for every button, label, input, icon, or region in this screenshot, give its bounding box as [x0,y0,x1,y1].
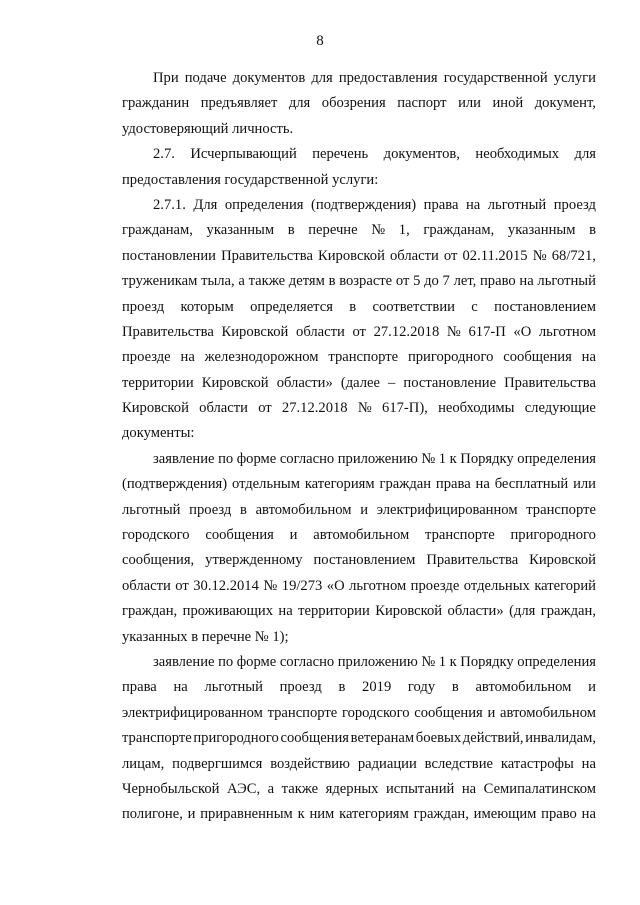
text-line: льготный проезд в автомобильном и электрифицированном транспорте [122,501,596,518]
text-line: предоставления государственной услуги: [122,171,379,188]
text-line: Чернобыльской АЭС, а также ядерных испытаний на Семипалатинском [122,780,596,797]
text-line: сообщения, утвержденному постановлением Правительства Кировской [122,552,596,569]
text-line: права на льготный проезд в 2019 году в автомобильном и [122,679,596,696]
text-line: полигоне, и приравненным к ним категориям граждан, имеющим право на [122,806,596,823]
text-line: При подаче документов для предоставления государственной услуги [153,70,596,86]
text-line: территории Кировской области» (далее – постановление Правительства [122,374,596,391]
text-line: Кировской области от 27.12.2018 № 617-П), необходимы следующие [122,400,596,417]
text-line: области от 30.12.2014 № 19/273 «О льготном проезде отдельных категорий [122,577,596,594]
text-line: (подтверждения) отдельным категориям граждан права на бесплатный или [122,476,596,493]
paragraph [122,193,596,447]
text-line: заявление по форме согласно приложению № 1 к Порядку определения [153,450,596,467]
text-line: заявление по форме согласно приложению № 1 к Порядку определения [153,653,596,670]
text-line: городского сообщения и автомобильном транспорте пригородного [122,527,596,544]
text-line: удостоверяющий личность. [122,120,294,137]
text-line: граждан, проживающих на территории Кировской области» (для граждан, [122,603,596,620]
text-line: гражданин предъявляет для обозрения паспорт или иной документ, [122,95,596,112]
paragraph [122,447,596,650]
text-line: документы: [122,425,195,442]
text-line: проезде на железнодорожном транспорте пригородного сообщения на [122,349,596,366]
text-line: лицам, подвергшимся воздействию радиации вследствие катастрофы на [122,755,596,772]
paragraph [122,66,596,142]
text-line: Правительства Кировской области от 27.12.2018 № 617-П «О льготном [122,323,596,340]
text-line: труженикам тыла, а также детям в возрасте от 5 до 7 лет, право на льготный [122,273,596,290]
text-line: 2.7.1. Для определения (подтверждения) права на льготный проезд [153,196,596,213]
text-line: гражданам, указанным в перечне № 1, гражданам, указанным в [122,222,596,239]
text-line: проезд которым определяется в соответствии с постановлением [122,298,596,315]
page-number: 8 [316,33,324,49]
text-line: электрифицированном транспорте городского сообщения и автомобильном [122,704,596,721]
text-line: указанных в перечне № 1); [122,628,289,645]
document-body [122,66,596,828]
text-line: транспорте пригородного сообщения ветеранам боевых действий, инвалидам, [122,730,596,747]
paragraph [122,142,596,193]
text-line: постановлении Правительства Кировской области от 02.11.2015 № 68/721, [122,247,596,264]
text-line: 2.7. Исчерпывающий перечень документов, необходимых для [153,146,596,163]
paragraph [122,650,596,828]
